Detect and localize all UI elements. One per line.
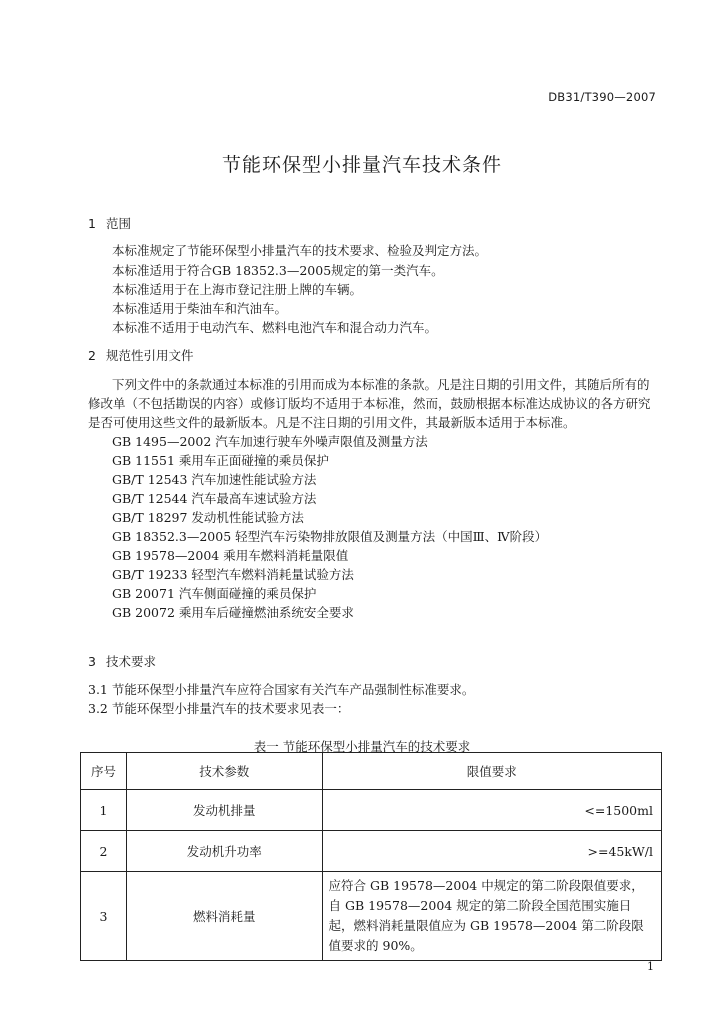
reference-item: GB 20071 汽车侧面碰撞的乘员保护 [112,586,317,601]
table-cell: 燃料消耗量 [126,872,322,961]
header-cell: 序号 [81,753,127,790]
scope-line: 本标准适用于在上海市登记注册上牌的车辆。 [112,282,363,297]
table-row [81,872,662,961]
table-cell: 1 [81,790,127,831]
section-number: 3 [88,654,96,669]
header-cell: 技术参数 [126,753,322,790]
paragraph-line: 修改单（不包括勘误的内容）或修订版均不适用于本标准，然而，鼓励根据本标准达成协议的各方研究 [88,396,651,411]
table-cell: 应符合 GB 19578—2004 中规定的第二阶段限值要求，自 GB 19578—2004 规定的第二阶段全国范围实施日起，燃料消耗量限值应为 GB 19578—2004 第二阶段限值要求的 90%。 [322,872,661,961]
requirement-line: 3.1 节能环保型小排量汽车应符合国家有关汽车产品强制性标准要求。 [88,682,475,697]
requirement-line: 3.2 节能环保型小排量汽车的技术要求见表一： [88,701,350,716]
scope-line: 本标准不适用于电动汽车、燃料电池汽车和混合动力汽车。 [112,320,438,335]
section-title: 范围 [106,216,132,231]
section-title: 规范性引用文件 [106,348,194,363]
section-1-heading [88,214,131,232]
reference-item: GB/T 19233 轻型汽车燃料消耗量试验方法 [112,567,354,582]
section-number: 2 [88,348,96,363]
paragraph-line: 是否可使用这些文件的最新版本。凡是不注日期的引用文件，其最新版本适用于本标准。 [88,415,576,430]
paragraph-line: 下列文件中的条款通过本标准的引用而成为本标准的条款。凡是注日期的引用文件，其随后所有的 [112,377,650,392]
document-title: 节能环保型小排量汽车技术条件 [221,154,502,176]
scope-line: 本标准适用于柴油车和汽油车。 [112,301,288,316]
table-cell: 2 [81,831,127,872]
section-title: 技术要求 [106,654,157,669]
table-cell: 发动机排量 [126,790,322,831]
reference-item: GB/T 18297 发动机性能试验方法 [112,510,304,525]
reference-item: GB 11551 乘用车正面碰撞的乘员保护 [112,453,329,468]
table-caption: 表一 节能环保型小排量汽车的技术要求 [253,739,471,754]
table-cell: 3 [81,872,127,961]
reference-item: GB 19578—2004 乘用车燃料消耗量限值 [112,548,349,563]
reference-item: GB/T 12543 汽车加速性能试验方法 [112,472,317,487]
table-cell: 发动机升功率 [126,831,322,872]
reference-item: GB/T 12544 汽车最高车速试验方法 [112,491,317,506]
table-cell: <=1500ml [322,790,661,831]
table-header-row [81,753,662,790]
scope-line: 本标准规定了节能环保型小排量汽车的技术要求、检验及判定方法。 [112,243,488,258]
table-cell: >=45kW/l [322,831,661,872]
table-row [81,790,662,831]
table-row [81,831,662,872]
section-3-heading [88,652,156,670]
section-2-heading [88,346,194,364]
reference-item: GB 20072 乘用车后碰撞燃油系统安全要求 [112,605,354,620]
reference-item: GB 1495—2002 汽车加速行驶车外噪声限值及测量方法 [112,434,428,449]
page-number: 1 [647,960,654,973]
document-code: DB31/T390—2007 [548,90,656,104]
header-cell: 限值要求 [322,753,661,790]
scope-line: 本标准适用于符合GB 18352.3—2005规定的第一类汽车。 [112,263,444,278]
reference-item: GB 18352.3—2005 轻型汽车污染物排放限值及测量方法（中国Ⅲ、Ⅳ阶段） [112,529,548,544]
section-number: 1 [88,216,96,231]
spec-table [80,752,662,961]
